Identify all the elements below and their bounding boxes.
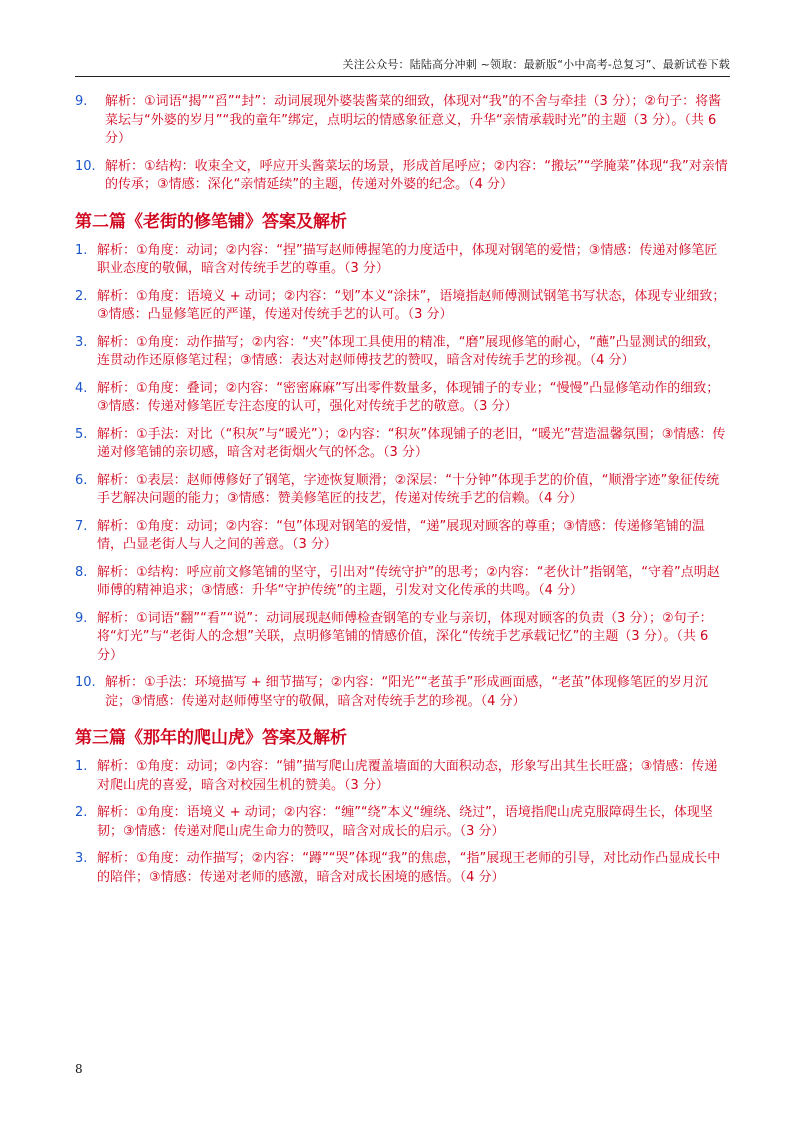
answer-item: [75, 518, 730, 555]
item-number: 6.: [75, 472, 88, 488]
item-text: 解析：①角度：叠词；②内容：“密密麻麻”写出零件数量多，体现铺子的专业；“慢慢”凸显修笔动作的细致；③情感：传递对修笔匠专注态度的认可，强化对传统手艺的敬意。（3 分）: [97, 380, 720, 414]
answer-item: [75, 334, 730, 371]
item-number: 10.: [75, 158, 96, 174]
section-third: [75, 723, 730, 887]
page-header: 关注公众号：陆陆高分冲刺 ~领取：最新版“小中高考-总复习”、最新试卷下载: [342, 58, 730, 71]
item-number: 1.: [75, 242, 88, 258]
item-text: 解析：①角度：动词；②内容：“捏”描写赵师傅握笔的力度适中，体现对钢笔的爱惜；③情感：传递对修笔匠职业态度的敬佩，暗含对传统手艺的尊重。（3 分）: [97, 242, 718, 276]
answer-item: [75, 758, 730, 795]
item-text: 解析：①表层：赵师傅修好了钢笔，字迹恢复顺滑；②深层：“十分钟”体现手艺的价值，“顺滑字迹”象征传统手艺解决问题的能力；③情感：赞美修笔匠的技艺，传递对传统手艺的信赖。（4 分）: [97, 472, 720, 506]
item-number: 4.: [75, 380, 88, 396]
item-text: 解析：①词语“揭”“舀”“封”：动词展现外婆装酱菜的细致，体现对“我”的不舍与牵挂（3 分）；②句子：将酱菜坛与“外婆的岁月”“我的童年”绑定，点明坛的情感象征意义，升华“亲情承载时光”的主题（3 分）。（共 6 分）: [105, 94, 722, 146]
answer-item: [75, 380, 730, 417]
item-text: 解析：①角度：动作描写；②内容：“蹲”“哭”体现“我”的焦虑，“指”展现王老师的引导，对比动作凸显成长中的陪伴；③情感：传递对老师的感激，暗含对成长困境的感悟。（4 分）: [97, 851, 721, 885]
item-text: 解析：①角度：动词；②内容：“铺”描写爬山虎覆盖墙面的大面积动态，形象写出其生长旺盛；③情感：传递对爬山虎的喜爱，暗含对校园生机的赞美。（3 分）: [97, 759, 718, 793]
item-number: 9.: [75, 94, 88, 109]
item-text: 解析：①角度：语境义 + 动词；②内容：“缠”“绕”本义“缠绕、绕过”，语境指爬山虎克服障碍生长，体现坚韧；③情感：传递对爬山虎生命力的赞叹，暗含对成长的启示。（3 分）: [97, 805, 713, 839]
item-text: 解析：①手法：对比（“积灰”与“暖光”）；②内容：“积灰”体现铺子的老旧，“暖光”营造温馨氛围；③情感：传递对修笔铺的亲切感，暗含对老街烟火气的怀念。（3 分）: [97, 426, 726, 460]
item-number: 7.: [75, 518, 88, 534]
item-number: 8.: [75, 564, 88, 580]
answer-item: [75, 850, 730, 887]
item-number: 1.: [75, 759, 88, 774]
item-text: 解析：①角度：动作描写；②内容：“夹”体现工具使用的精准，“磨”展现修笔的耐心，“蘸”凸显测试的细致，连贯动作还原修笔过程；③情感：表达对赵师傅技艺的赞叹，暗含对传统手艺的珍视。（4 分）: [97, 334, 720, 368]
page-number: 8: [75, 1062, 83, 1076]
item-text: 解析：①手法：环境描写 + 细节描写；②内容：“阳光”“老茧手”形成画面感，“老茧”体现修笔匠的岁月沉淀；③情感：传递对赵师傅坚守的敬佩，暗含对传统手艺的珍视。（4 分）: [105, 675, 708, 709]
section-continued: [75, 93, 730, 195]
item-number: 2.: [75, 288, 88, 304]
item-text: 解析：①结构：收束全文，呼应开头酱菜坛的场景，形成首尾呼应；②内容：“搬坛”“学腌菜”体现“我”对亲情的传承；③情感：深化“亲情延续”的主题，传递对外婆的纪念。（4 分）: [105, 158, 728, 192]
item-text: 解析：①角度：动词；②内容：“包”体现对钢笔的爱惜，“递”展现对顾客的尊重；③情感：传递修笔铺的温情，凸显老街人与人之间的善意。（3 分）: [97, 518, 705, 552]
answer-item: [75, 426, 730, 463]
answer-item: [75, 242, 730, 279]
item-number: 10.: [75, 675, 96, 690]
item-text: 解析：①结构：呼应前文修笔铺的坚守，引出对“传统守护”的思考；②内容：“老伙计”指钢笔，“守着”点明赵师傅的精神追求；③情感：升华“守护传统”的主题，引发对文化传承的共鸣。（4 分）: [97, 564, 720, 598]
answer-item: [75, 472, 730, 509]
answer-item: [75, 804, 730, 841]
item-number: 2.: [75, 805, 88, 820]
item-number: 9.: [75, 610, 88, 626]
answer-item: [75, 564, 730, 601]
answer-item: [75, 610, 730, 666]
answer-item: [75, 93, 730, 149]
section-second: [75, 207, 730, 712]
answer-item: [75, 288, 730, 325]
header-divider: [75, 76, 730, 77]
answer-item: [75, 674, 730, 711]
item-text: 解析：①角度：语境义 + 动词；②内容：“划”本义“涂抹”，语境指赵师傅测试钢笔书写状态，体现专业细致；③情感：凸显修笔匠的严谨，传递对传统手艺的认可。（3 分）: [97, 288, 726, 322]
item-number: 5.: [75, 426, 88, 442]
item-number: 3.: [75, 334, 88, 350]
item-number: 3.: [75, 851, 88, 866]
answer-item: [75, 158, 730, 195]
answer-content: [75, 93, 730, 896]
section-title: 第二篇《老街的修笔铺》答案及解析: [75, 211, 347, 232]
item-text: 解析：①词语“翻”“看”“说”：动词展现赵师傅检查钢笔的专业与亲切，体现对顾客的负责（3 分）；②句子：将“灯光”与“老街人的念想”关联，点明修笔铺的情感价值，深化“传统手艺承载记忆”的主题（3 分）。（共 6 分）: [97, 610, 713, 663]
section-title: 第三篇《那年的爬山虎》答案及解析: [75, 728, 347, 748]
